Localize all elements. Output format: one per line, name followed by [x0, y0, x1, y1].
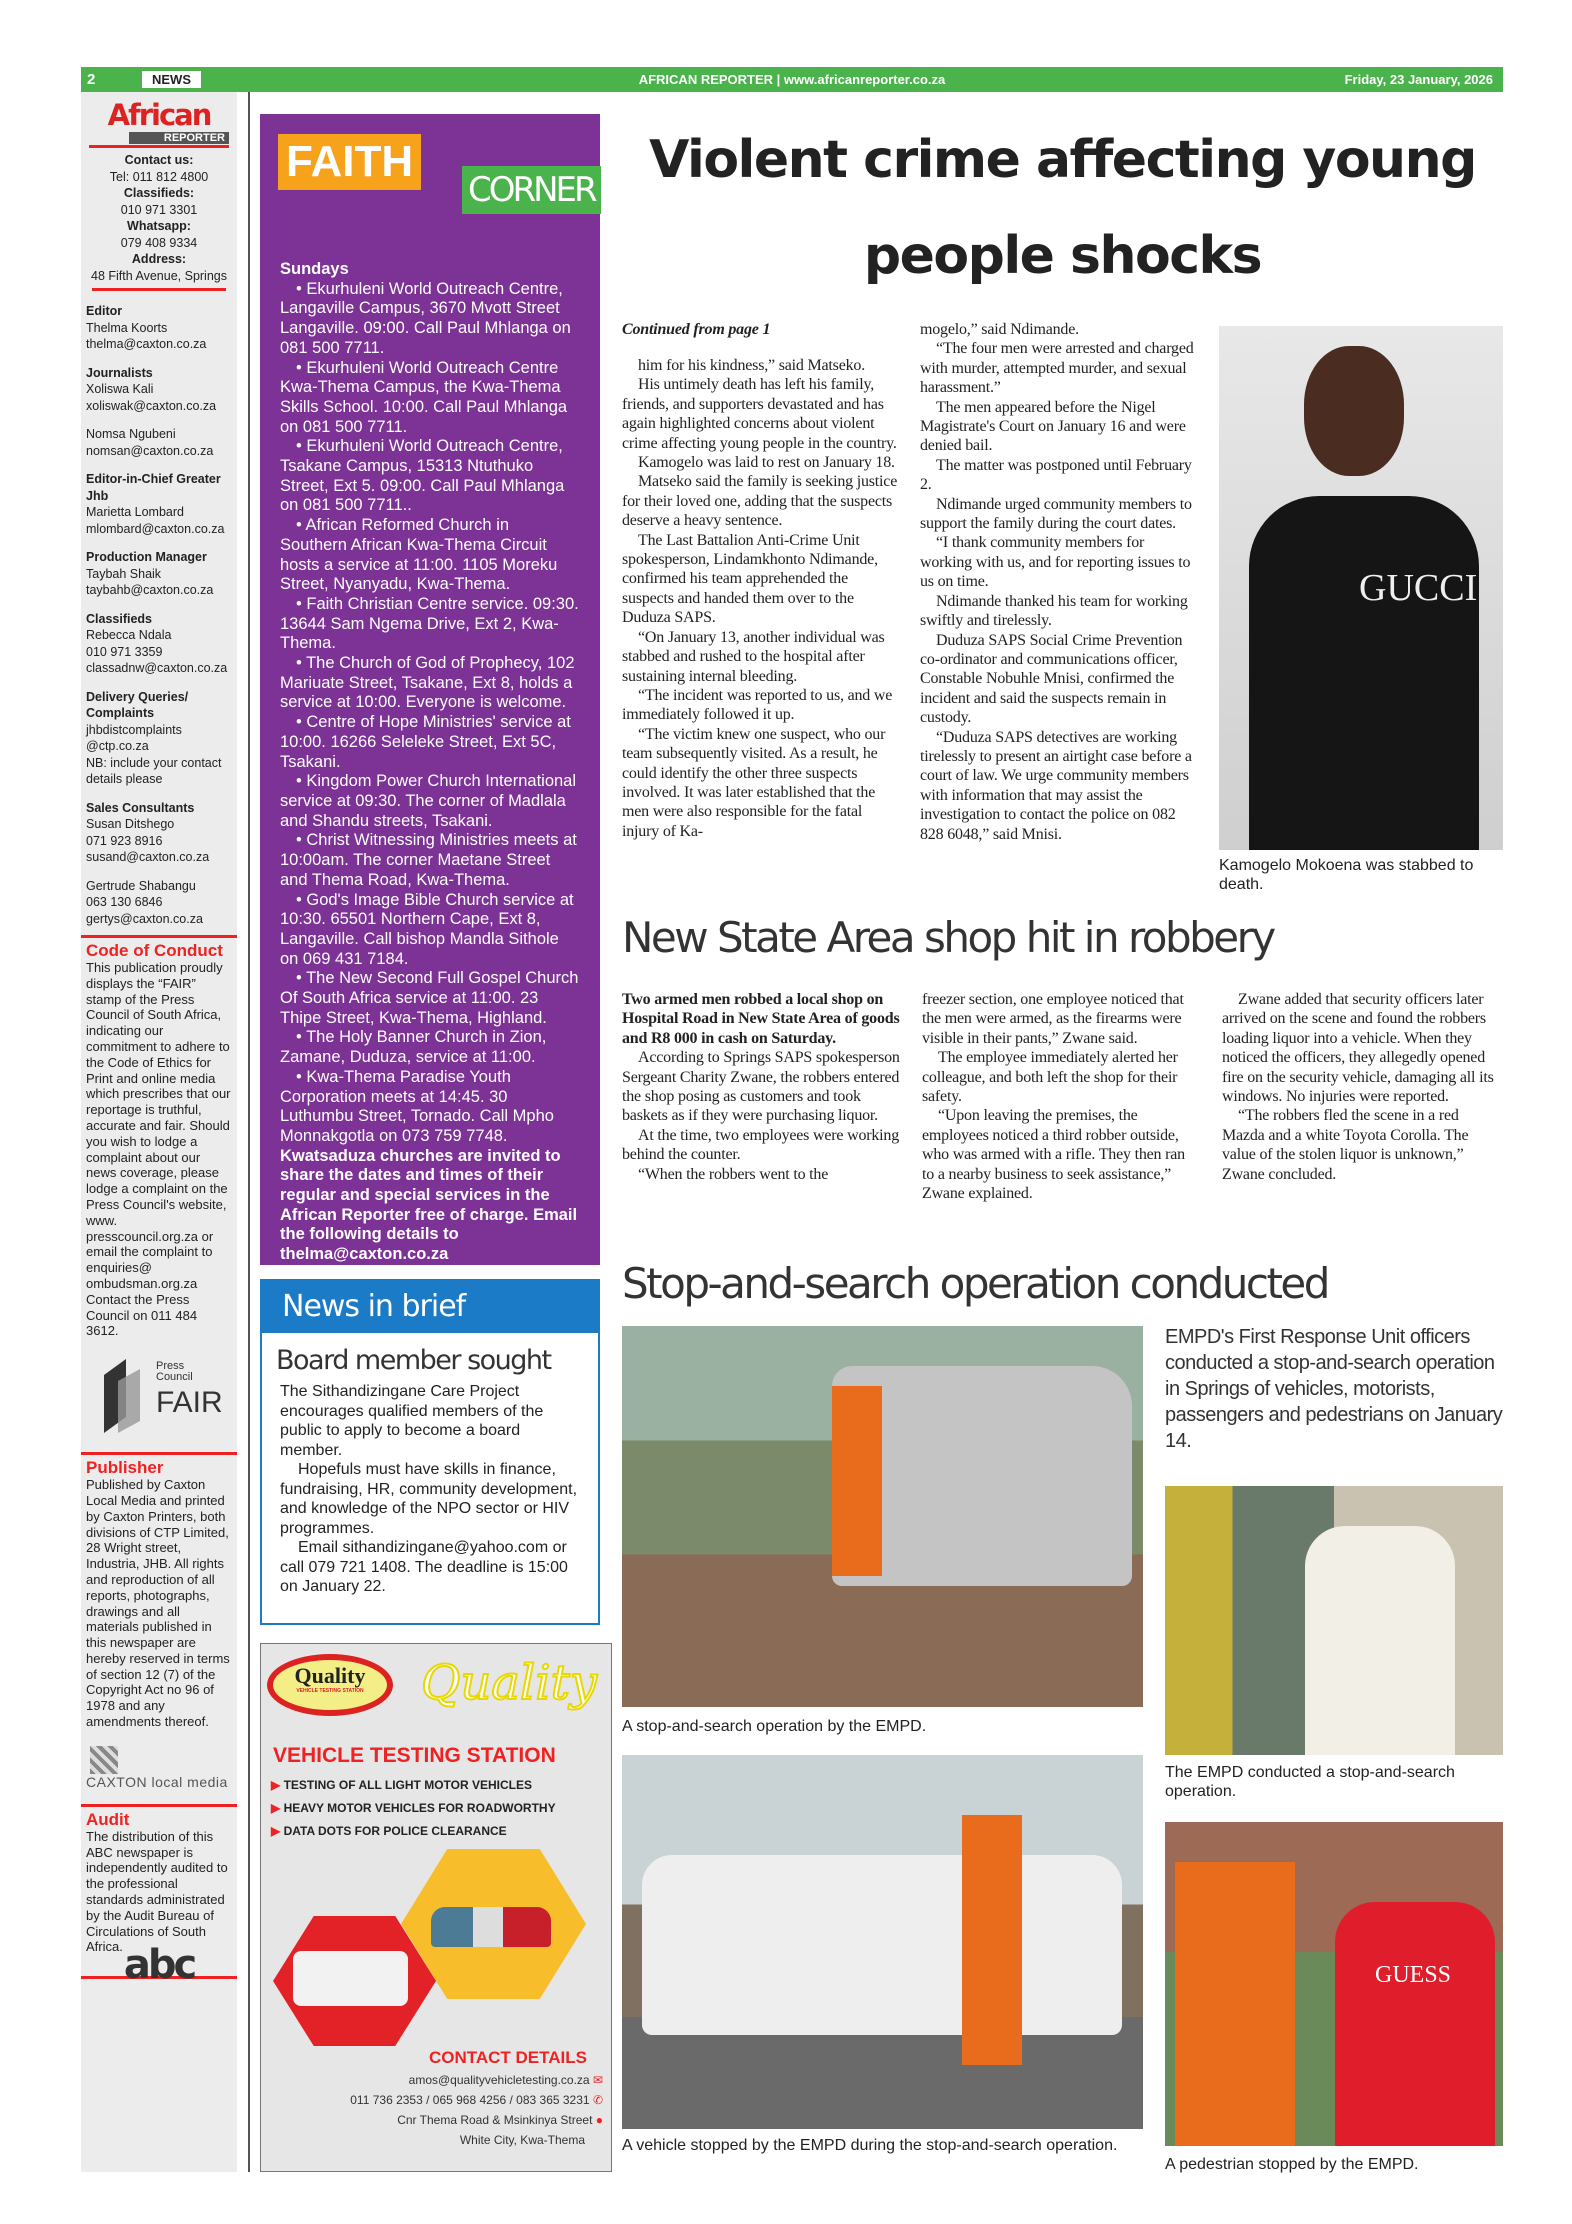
location-pin-icon: ● [595, 2113, 603, 2127]
arrow-icon: ▶ [271, 1824, 284, 1838]
stop-search-photo-4 [1165, 1822, 1503, 2146]
faith-corner-logo: FAITH CORNER [280, 114, 580, 254]
issue-date: Friday, 23 January, 2026 [1344, 72, 1493, 87]
faith-corner-box [260, 114, 600, 1265]
staff-detail: jhbdistcomplaints [86, 722, 182, 737]
staff-entry [86, 426, 232, 459]
staff-detail: gertys@caxton.co.za [86, 911, 203, 926]
staff-entry [86, 611, 232, 677]
faith-listing [280, 595, 580, 654]
paragraph: The matter was postponed until February 2. [920, 456, 1192, 494]
robbery-column-1: Two armed men robbed a local shop on Hospital Road in New State Area of goods and R8 000 in cash on Saturday. According to Springs SAPS spokesperson Sergeant Charity Zwane, the robbers entered the shop posing as customers and took baskets as if they were purchasing liquor. At the time, two employees were working behind the counter. “When the robbers went to the [622, 990, 902, 1184]
column-divider [248, 92, 250, 2172]
faith-listing [280, 516, 580, 595]
faith-listing-text: Ekurhuleni World Outreach Centre, Tsakane Campus, 15313 Ntuthuko Street, Ext 5. 09:00. Call Paul Mhlanga on 081 500 7711.. [280, 437, 565, 515]
faith-listing-text: The Church of God of Prophecy, 102 Mariuate Street, Tsakane, Ext 8, holds a service at 10:00. Everyone is welcome. [280, 654, 575, 712]
african-reporter-logo: African REPORTER [89, 98, 229, 148]
staff-detail: Taybah Shaik [86, 566, 162, 581]
brief-paragraph: Hopefuls must have skills in finance, fundraising, HR, community development, and knowledge of the NPO sector or HIV programmes. [280, 1461, 578, 1537]
staff-detail: Rebecca Ndala [86, 628, 172, 642]
staff-detail: Marietta Lombard [86, 505, 184, 519]
ad-bullet-text: DATA DOTS FOR POLICE CLEARANCE [283, 1824, 507, 1838]
paragraph: The employee immediately alerted her colleague, and both left the shop for their safety. [922, 1049, 1178, 1106]
staff-entry [86, 878, 232, 928]
ad-bullet [271, 1774, 556, 1797]
ad-address-line1: Cnr Thema Road & Msinkinya Street [397, 2113, 593, 2127]
faith-listing [280, 1028, 580, 1067]
faith-listing [280, 359, 580, 438]
caxton-logo [86, 1746, 232, 1796]
photo-caption: A pedestrian stopped by the EMPD. [1165, 2156, 1419, 2173]
staff-detail: mlombard@caxton.co.za [86, 521, 225, 536]
brief-title: Board member sought [276, 1345, 551, 1376]
staff-entry [86, 549, 232, 599]
bullet-icon: • [296, 1028, 307, 1047]
ad-bullet-text: HEAVY MOTOR VEHICLES FOR ROADWORTHY [283, 1801, 556, 1815]
sidebar [81, 92, 237, 2172]
faith-heading: Sundays [280, 260, 349, 278]
ad-bullet-text: TESTING OF ALL LIGHT MOTOR VEHICLES [283, 1778, 533, 1792]
staff-detail: @ctp.co.za [86, 739, 149, 753]
faith-listing [280, 437, 580, 516]
ad-bullet [271, 1820, 556, 1843]
paragraph: The men appeared before the Nigel Magistrate's Court on January 16 and were denied bail. [920, 398, 1186, 455]
publisher-text: Published by Caxton Local Media and printed by Caxton Printers, both divisions of CTP Limited, 28 Wright street, Industria, JHB. All rights and reproduction of all reports, photographs, drawings and all materials published in this newspaper are hereby reserved in terms of section 12 (7) of the Copyright Act no 96 of 1978 and any amendments thereof. [86, 1477, 230, 1730]
faith-listing-text: Ekurhuleni World Outreach Centre Kwa-Thema Campus, the Kwa-Thema Skills School. 10:00. Call Paul Mhlanga on 081 500 7711. [280, 358, 568, 436]
continued-from: Continued from page 1 [622, 321, 771, 338]
paragraph: “Upon leaving the premises, the employees noticed a third robber outside, who was armed with a rifle. They then ran to a nearby business to seek assistance,” Zwane explained. [922, 1107, 1185, 1203]
stop-search-headline: Stop-and-search operation conducted [622, 1259, 1328, 1308]
paragraph: him for his kindness,” said Matseko. [638, 357, 865, 374]
contact-details-title: CONTACT DETAILS [428, 2048, 587, 2067]
paragraph: “The robbers fled the scene in a red Mazda and a white Toyota Corolla. The value of the stolen liquor is unknown,” Zwane concluded. [1222, 1107, 1469, 1183]
faith-closing: Kwatsaduza churches are invited to share the dates and times of their regular and special services in the African Reporter free of charge. Email the following details to thelma@caxton.co.za [280, 1146, 578, 1264]
brief-paragraph: Email sithandizingane@yahoo.com or call 079 721 1408. The deadline is 15:00 on January 22. [280, 1539, 568, 1595]
abc-logo: abc [123, 1942, 195, 1989]
bullet-icon: • [296, 594, 307, 613]
faith-listing [280, 772, 580, 831]
staff-detail: Thelma Koorts [86, 320, 168, 335]
paragraph: The Last Battalion Anti-Crime Unit spokesperson, Lindamkhonto Ndimande, confirmed his team apprehended the suspects and handed them over to the Duduza SAPS. [622, 531, 878, 627]
paragraph: “On January 13, another individual was stabbed and rushed to the hospital after sustaining internal bleeding. [622, 628, 885, 685]
kamogelo-photo [1219, 326, 1503, 850]
shirt-text: GUESS [1375, 1962, 1452, 1988]
faith-listing [280, 280, 580, 359]
quality-script-logo: Quality [421, 1655, 597, 1711]
article-column-1 [622, 356, 902, 841]
photo-caption: A stop-and-search operation by the EMPD. [622, 1718, 927, 1735]
stop-search-intro: EMPD's First Response Unit officers conducted a stop-and-search operation in Springs of vehicles, motorists, passengers and pedestrians on January 14. [1165, 1326, 1503, 1452]
staff-detail: 071 923 8916 [86, 833, 163, 848]
faith-listing-text: Christ Witnessing Ministries meets at 10:00am. The corner Maetane Street and Thema Road, Kwa-Thema. [280, 831, 577, 889]
bullet-icon: • [296, 358, 307, 377]
contact-value: Tel: 011 812 4800 [109, 169, 209, 184]
bullet-icon: • [296, 437, 307, 456]
faith-listing-text: The Holy Banner Church in Zion, Zamane, Duduza, service at 11:00. [280, 1028, 547, 1067]
staff-role: Production Manager [86, 550, 207, 564]
bullet-icon: • [296, 890, 307, 909]
faith-listing-text: Kwa-Thema Paradise Youth Corporation meets at 14:45. 30 Luthumbu Street, Tornado. Call Mpho Monnakgotla on 073 759 7748. [280, 1067, 554, 1145]
faith-listing-text: Centre of Hope Ministries' service at 10:00. 16266 Seleleke Street, Ext 5C, Tsakani. [280, 713, 571, 771]
audit-text: The distribution of this ABC newspaper is independently audited to the professional standards administrated by the Audit Bureau of Circulations of South Africa. [86, 1828, 228, 1955]
faith-listing [280, 1068, 580, 1147]
contact-label: Contact us: [124, 153, 194, 167]
shirt-text: GUCCI [1359, 567, 1478, 609]
arrow-icon: ▶ [271, 1801, 284, 1815]
contact-label: Address: [131, 252, 187, 266]
robbery-column-2: freezer section, one employee noticed that the men were armed, as the firearms were visible in their pants,” Zwane said. The employee immediately alerted her colleague, and both left the shop for their safety. “Upon leaving the premises, the employees noticed a third robber outside, who was armed with a rifle. They then ran to a nearby business to seek assistance,” Zwane explained. [922, 990, 1200, 1203]
paragraph: “The victim knew one suspect, who our team subsequently visited. As a result, he could identify the other three suspects involved. It was later established that the men were also responsible for the fatal injury of Ka- [622, 725, 886, 840]
section-label: NEWS [141, 70, 202, 89]
ad-address-line2: White City, Kwa-Thema [459, 2133, 585, 2147]
faith-listing [280, 654, 580, 713]
code-of-conduct-title: Code of Conduct [86, 941, 223, 960]
staff-entry [86, 471, 232, 537]
paragraph: According to Springs SAPS spokesperson Sergeant Charity Zwane, the robbers entered the shop posing as customers and took baskets as if they were purchasing liquor. [622, 1049, 900, 1125]
contact-value: 079 408 9334 [120, 235, 198, 250]
paragraph: At the time, two employees were working behind the counter. [622, 1126, 900, 1164]
ad-bullet [271, 1797, 556, 1820]
staff-role: Sales Consultants [86, 800, 195, 815]
paragraph: “The four men were arrested and charged with murder, attempted murder, and sexual harassment.” [920, 340, 1194, 397]
staff-detail: Xoliswa Kali [86, 382, 154, 396]
fair-logo-big: FAIR [156, 1386, 223, 1420]
bullet-icon: • [296, 772, 307, 791]
page-number: 2 [87, 71, 96, 88]
faith-listing-text: Ekurhuleni World Outreach Centre, Langaville Campus, 3670 Mvott Street Langaville. 09:00. Call Paul Mhlanga on 081 500 7711. [280, 279, 571, 357]
paragraph: “I thank community members for working with us, and for reporting issues to us on time. [920, 534, 1191, 591]
faith-listing-text: African Reformed Church in Southern African Kwa-Thema Circuit hosts a service at 11:00. 1105 Moreku Street, Nyanyadu, Kwa-Thema. [280, 516, 558, 594]
faith-listing-text: Faith Christian Centre service. 09:30. 13644 Sam Ngema Drive, Ext 2, Kwa-Thema. [280, 594, 579, 653]
staff-detail: Nomsa Ngubeni [86, 427, 176, 441]
masthead-url: AFRICAN REPORTER | www.africanreporter.co.za [638, 72, 946, 87]
staff-role: Editor [86, 304, 123, 318]
brief-paragraph: The Sithandizingane Care Project encourages qualified members of the public to apply to become a board member. [280, 1383, 544, 1459]
phone-icon: ✆ [592, 2093, 603, 2107]
stop-search-photo-2 [1165, 1486, 1503, 1755]
staff-detail: susand@caxton.co.za [86, 850, 210, 864]
contact-label: Whatsapp: [127, 219, 191, 233]
faith-listing-text: Kingdom Power Church International service at 09:30. The corner of Madlala and Shandu streets, Tsakani. [280, 772, 577, 830]
paragraph: Zwane added that security officers later arrived on the scene and found the robbers loading liquor into a vehicle. When they noticed the officers, they allegedly opened fire on the security vehicle, damaging all its windows. No injuries were reported. [1222, 991, 1494, 1106]
bullet-icon: • [296, 831, 307, 850]
news-in-brief-box [260, 1279, 600, 1625]
staff-detail: thelma@caxton.co.za [86, 337, 207, 351]
staff-detail: nomsan@caxton.co.za [86, 443, 214, 458]
photo-caption: Kamogelo Mokoena was stabbed to death. [1219, 857, 1474, 893]
faith-listing [280, 969, 580, 1028]
arrow-icon: ▶ [271, 1778, 284, 1792]
photo-caption: The EMPD conducted a stop-and-search operation. [1165, 1764, 1455, 1800]
news-in-brief-header: News in brief [262, 1281, 598, 1333]
contact-label: Classifieds: [123, 186, 195, 200]
ad-email: amos@qualityvehicletesting.co.za [408, 2073, 590, 2087]
staff-detail: Gertrude Shabangu [86, 878, 196, 893]
caxton-logo-text: CAXTON local media [86, 1773, 228, 1790]
paragraph: Matseko said the family is seeking justice for their loved one, adding that the suspects deserve a heavy sentence. [622, 473, 898, 530]
robbery-column-3 [1222, 990, 1503, 1184]
staff-detail: taybahb@caxton.co.za [86, 583, 214, 597]
paragraph: “When the robbers went to the [638, 1165, 829, 1183]
staff-role: Delivery Queries/ Complaints [86, 689, 189, 720]
paragraph: “Duduza SAPS detectives are working tirelessly to present an airtight case before a court of law. We urge community members with information that may assist the investigation to contact the police on 082 828 6048,” said Mnisi. [920, 728, 1192, 843]
staff-detail: 063 130 6846 [86, 895, 163, 909]
staff-role: Journalists [86, 365, 153, 380]
faith-listing [280, 831, 580, 890]
staff-detail: NB: include your contact details please [86, 755, 222, 786]
contact-value: 010 971 3301 [120, 202, 198, 217]
contact-block [86, 152, 232, 284]
bullet-icon: • [296, 1067, 307, 1086]
faith-listing-text: The New Second Full Gospel Church Of South Africa service at 11:00. 23 Thipe Street, Kwa-Thema, Highland. [280, 969, 579, 1027]
bullet-icon: • [296, 279, 307, 298]
faith-listing-text: God's Image Bible Church service at 10:30. 65501 Northern Cape, Ext 8, Langaville. Call bishop Mandla Sithole on 069 431 7184. [280, 890, 574, 968]
robbery-headline: New State Area shop hit in robbery [622, 913, 1274, 962]
paragraph: His untimely death has left his family, friends, and supporters devastated and has again highlighted concerns about violent crime affecting young people in the country. [622, 376, 897, 452]
staff-detail: Susan Ditshego [86, 817, 175, 831]
paragraph: Duduza SAPS Social Crime Prevention co-ordinator and communications officer, Constable Nobuhle Mnisi, confirmed the incident and said the suspects remain in custody. [920, 631, 1183, 727]
faith-listing [280, 713, 580, 772]
faith-listing [280, 891, 580, 970]
staff-detail: classadnw@caxton.co.za [86, 661, 228, 675]
bullet-icon: • [296, 969, 307, 988]
staff-entry [86, 689, 232, 788]
staff-detail: xoliswak@caxton.co.za [86, 398, 217, 413]
paragraph: Kamogelo was laid to rest on January 18. [638, 454, 895, 472]
paragraph: “The incident was reported to us, and we immediately followed it up. [622, 686, 893, 724]
paragraph: Ndimande urged community members to support the family during the court dates. [920, 495, 1192, 533]
page-header-bar [81, 67, 1503, 92]
code-of-conduct-text: This publication proudly displays the “FAIR” stamp of the Press Council of South Africa, indicating our commitment to adhere to the Code of Ethics for Print and online media which prescribes that our reportage is truthful, accurate and fair. Should you wish to lodge a complaint about our news coverage, please lodge a complaint on the Press Council's website, www. presscouncil.org.za or email the complaint to enquiries@ ombudsman.org.za Contact the Press Council on 011 484 3612. [86, 960, 231, 1339]
bullet-icon: • [296, 516, 306, 535]
publisher-title: Publisher [86, 1458, 164, 1478]
staff-list [86, 303, 232, 927]
fair-logo-small: Press Council [156, 1360, 193, 1384]
vehicle-testing-advert [260, 1643, 612, 2172]
paragraph: Ndimande thanked his team for working swiftly and tirelessly. [920, 592, 1188, 630]
mail-icon: ✉ [592, 2073, 603, 2087]
bullet-icon: • [296, 654, 307, 673]
staff-entry [86, 365, 232, 415]
staff-entry [86, 800, 232, 866]
photo-caption: A vehicle stopped by the EMPD during the stop-and-search operation. [622, 2137, 1118, 2154]
staff-detail: 010 971 3359 [86, 644, 163, 659]
ad-phones: 011 736 2353 / 065 968 4256 / 083 365 3231 [350, 2093, 590, 2107]
quality-oval-logo: Quality VEHICLE TESTING STATION [267, 1654, 393, 1716]
article-column-2: mogelo,” said Ndimande. “The four men were arrested and charged with murder, attempted murder, and sexual harassment.” The men appeared before the Nigel Magistrate's Court on January 16 and were denied bail. The matter was postponed until February 2. Ndimande urged community members to support the family during the court dates. “I thank community members for working with us, and for reporting issues to us on time. Ndimande thanked his team for working swiftly and tirelessly. Duduza SAPS Social Crime Prevention co-ordinator and communications officer, Constable Nobuhle Mnisi, confirmed the incident and said the suspects remain in custody. “Duduza SAPS detectives are working tirelessly to present an airtight case before a court of law. We urge community members with information that may assist the investigation to contact the police on 082 828 6048,” said Mnisi. [920, 320, 1198, 844]
staff-role: Classifieds [86, 611, 153, 626]
main-headline: Violent crime affecting young people shocks [649, 130, 1476, 286]
staff-role: Editor-in-Chief Greater Jhb [86, 472, 221, 503]
stop-search-photo-1 [622, 1326, 1143, 1707]
staff-entry [86, 303, 232, 353]
ad-title: VEHICLE TESTING STATION [273, 1744, 556, 1767]
stop-search-photo-3 [622, 1755, 1143, 2129]
press-council-fair-logo [86, 1349, 232, 1444]
audit-title: Audit [86, 1809, 130, 1829]
bullet-icon: • [296, 713, 307, 732]
contact-value: 48 Fifth Avenue, Springs [91, 268, 227, 283]
